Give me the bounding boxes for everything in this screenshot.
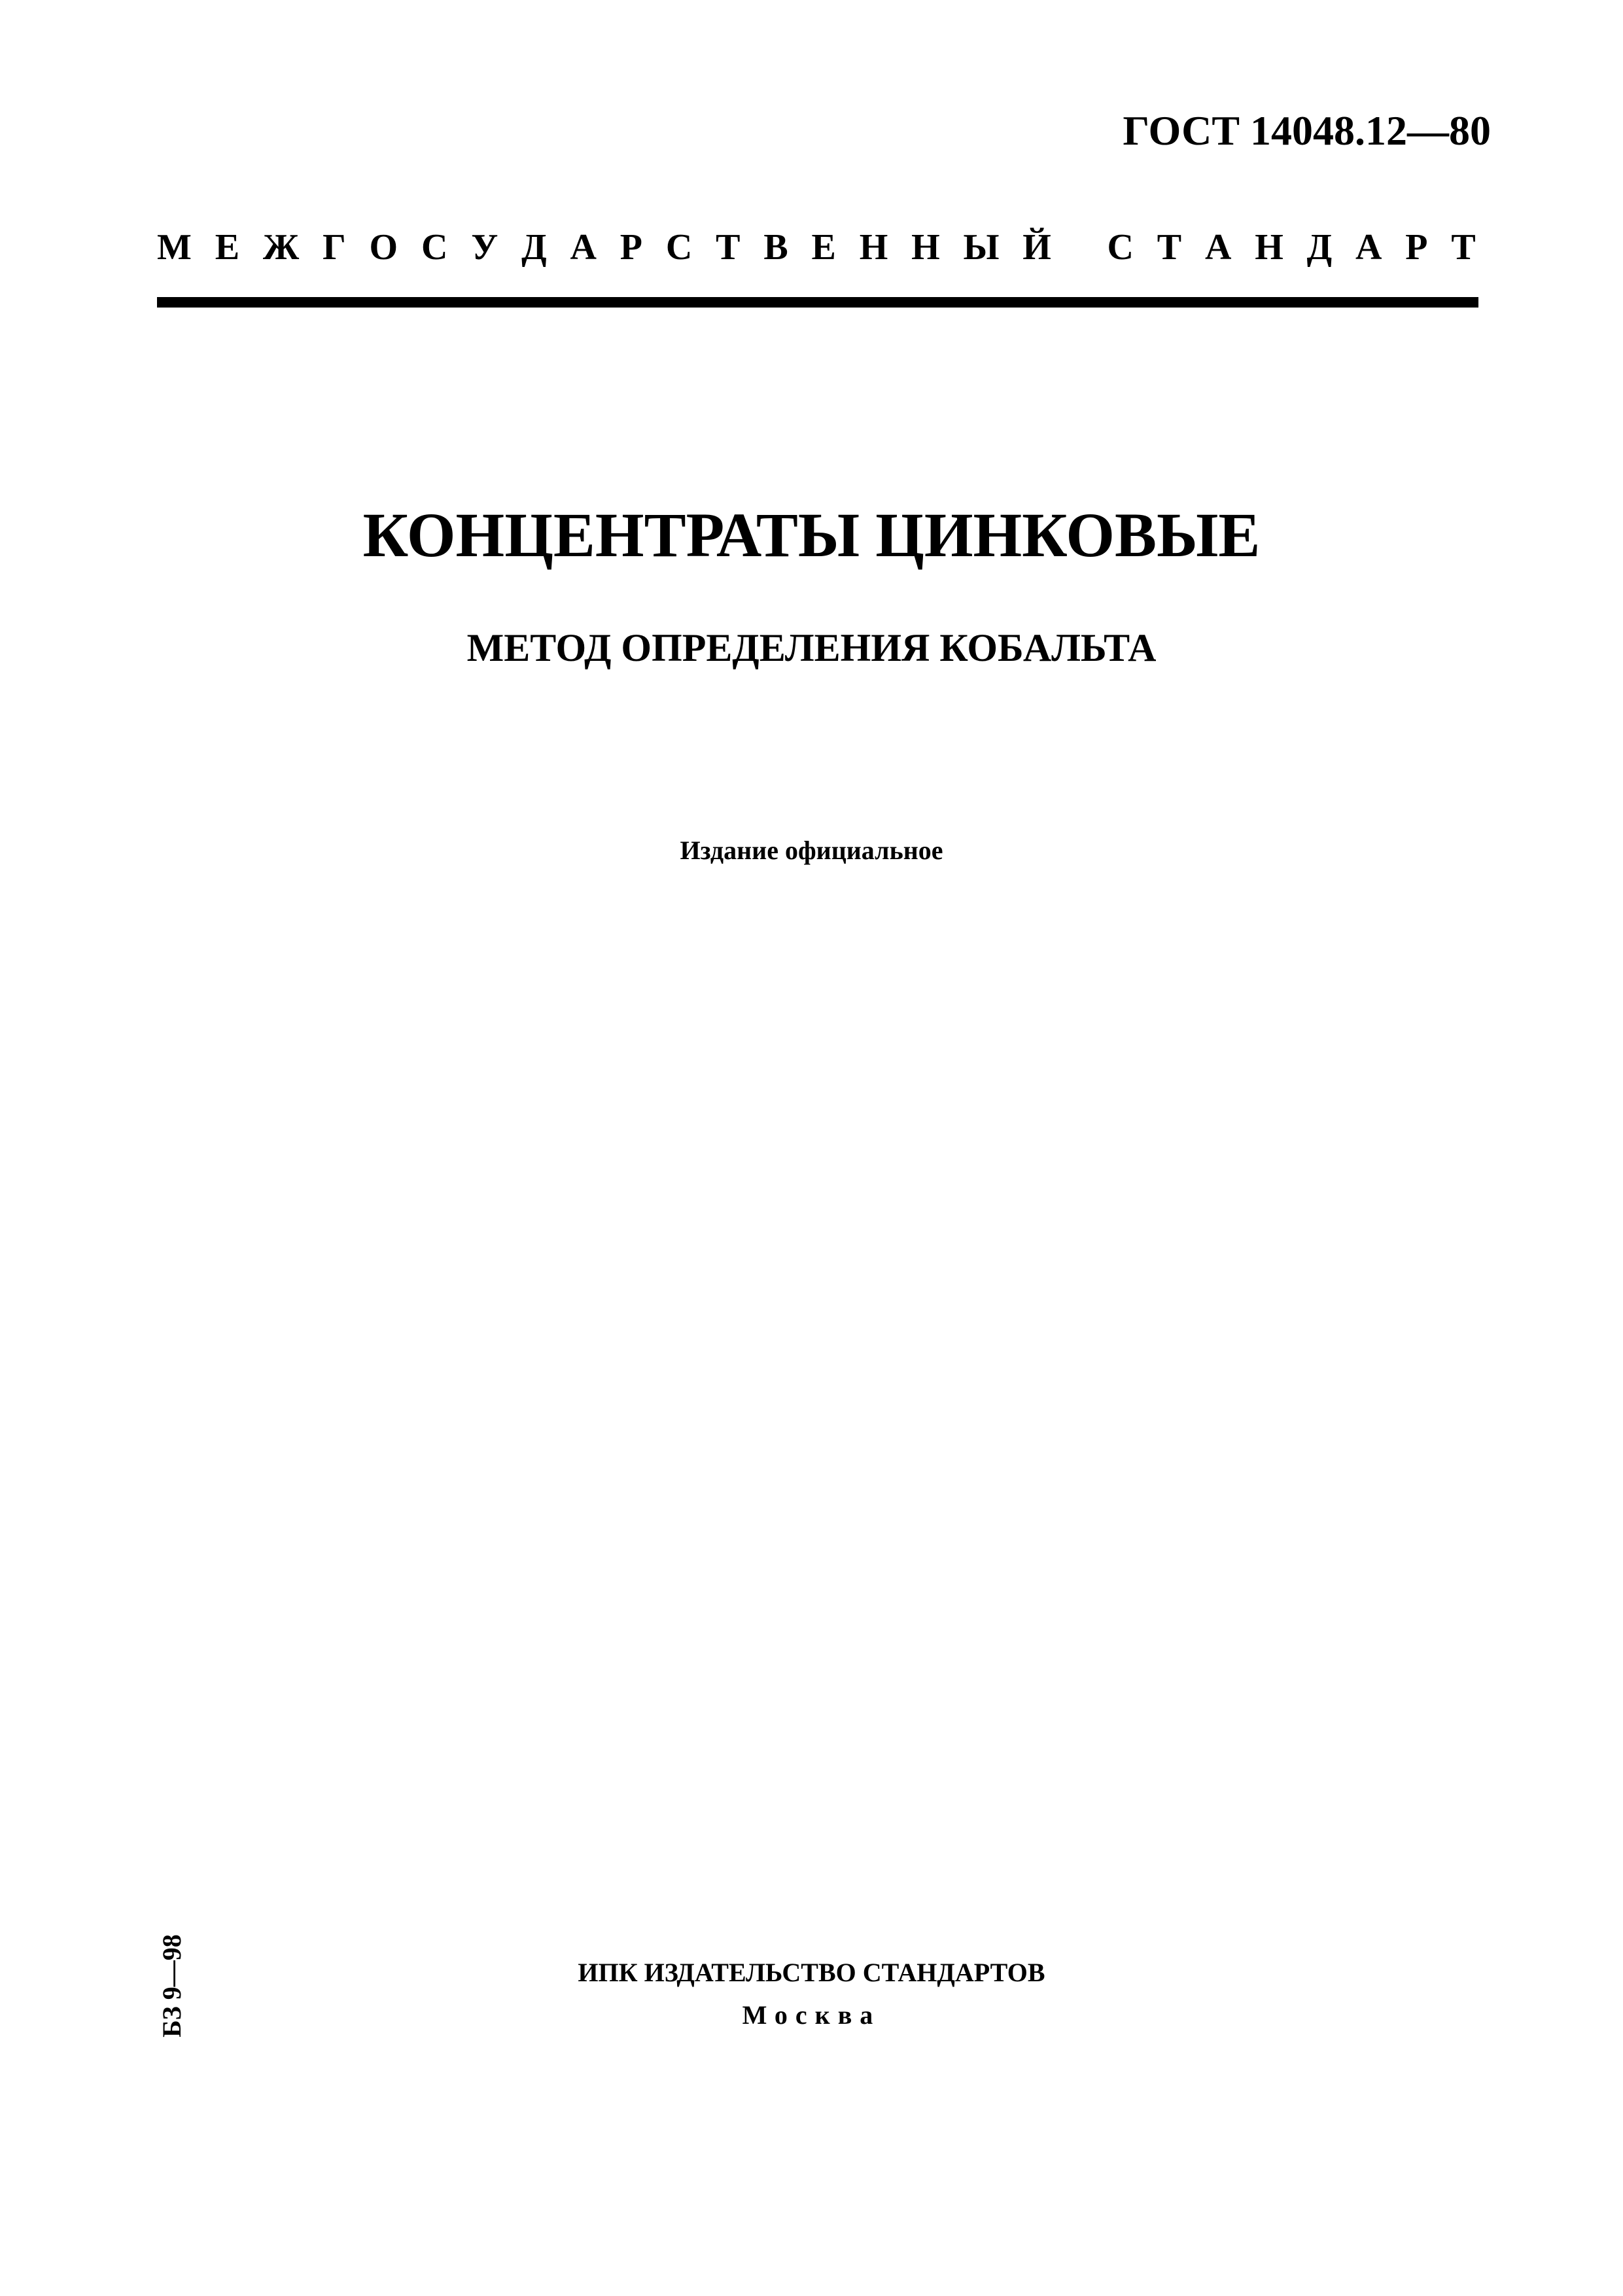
heading-letter: А: [1204, 227, 1232, 268]
publisher: ИПК ИЗДАТЕЛЬСТВО СТАНДАРТОВ: [578, 1958, 1045, 1987]
heading-letter: С: [665, 227, 693, 268]
heading-letter: Н: [859, 227, 888, 268]
heading-letter: У: [471, 227, 498, 268]
edition-note: Издание официальное: [680, 836, 943, 865]
side-code: [156, 1911, 188, 2061]
document-title: КОНЦЕНТРАТЫ ЦИНКОВЫЕ: [362, 500, 1261, 570]
heading-letter: Е: [811, 227, 836, 268]
heading-letter: Д: [521, 227, 547, 268]
side-code-text: БЗ 9—98: [157, 1934, 186, 2038]
heading-letter: Т: [716, 227, 741, 268]
heading-letter: Е: [215, 227, 240, 268]
heading-letter: Т: [1451, 227, 1476, 268]
heading-letter: Г: [323, 227, 346, 268]
gost-number: ГОСТ 14048.12—80: [1123, 107, 1491, 154]
heading-letter: А: [1355, 227, 1382, 268]
heading-space: [1075, 229, 1084, 266]
heading-letter: Н: [1255, 227, 1283, 268]
heading-letter: Н: [911, 227, 940, 268]
heading-letter: Ж: [262, 227, 300, 268]
heading-letter: М: [157, 227, 192, 268]
standard-type-heading: [157, 229, 1476, 266]
heading-letter: С: [421, 227, 448, 268]
heading-letter: Д: [1306, 227, 1333, 268]
header-divider: [157, 297, 1478, 308]
heading-letter: А: [570, 227, 597, 268]
heading-letter: Й: [1022, 227, 1051, 268]
publisher-city: Москва: [742, 2000, 881, 2030]
heading-letter: Т: [1157, 227, 1182, 268]
heading-letter: С: [1107, 227, 1134, 268]
heading-letter: Р: [1405, 227, 1428, 268]
heading-letter: Ы: [963, 227, 1000, 268]
heading-letter: О: [369, 227, 398, 268]
heading-letter: В: [763, 227, 788, 268]
heading-letter: Р: [620, 227, 643, 268]
document-subtitle: МЕТОД ОПРЕДЕЛЕНИЯ КОБАЛЬТА: [466, 626, 1157, 669]
